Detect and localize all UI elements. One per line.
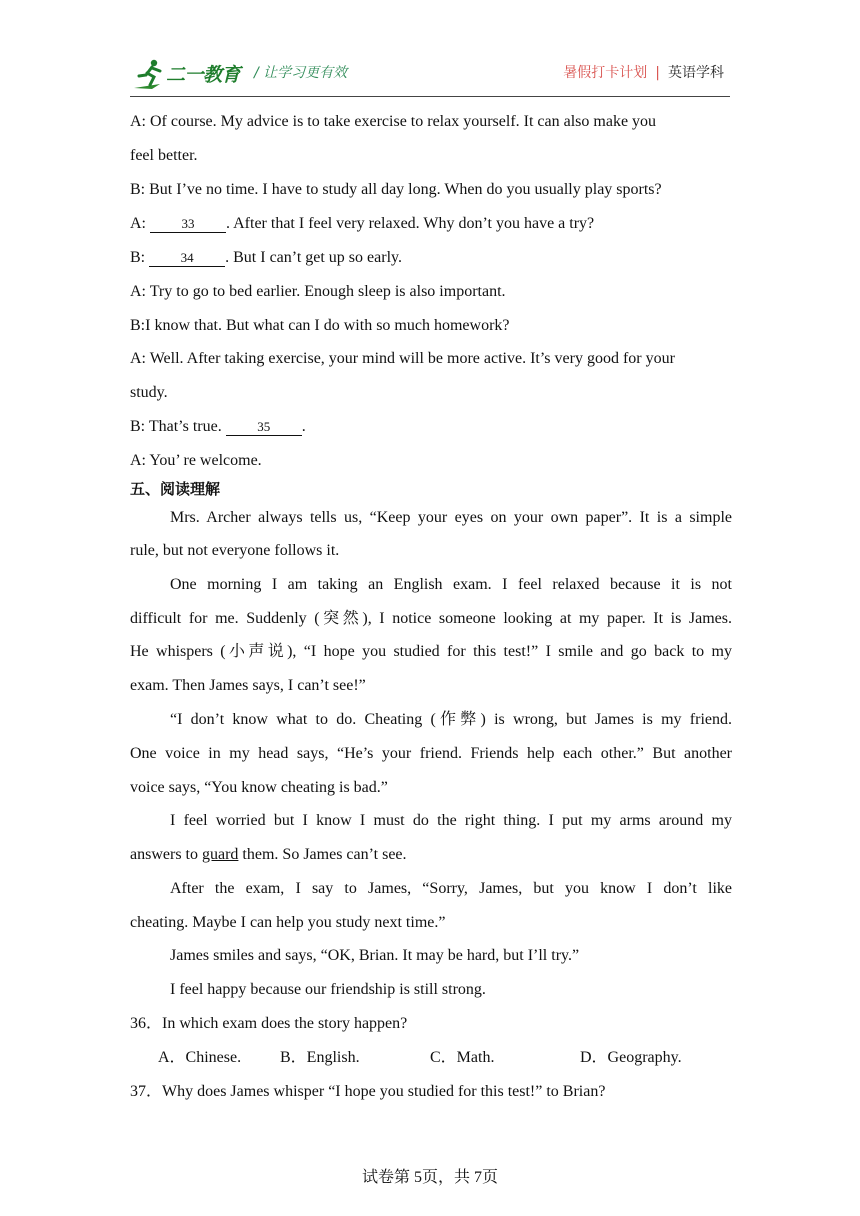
dialogue-line: A: Of course. My advice is to take exercise to relax yourself. It can also make you <box>130 113 657 130</box>
passage-line: One voice in my head says, “He’s your friend. Friends help each other.” But another <box>130 745 732 762</box>
dialogue-line: study. <box>130 384 168 401</box>
header-separator: | <box>655 65 660 81</box>
dialogue-line <box>130 417 306 437</box>
dialogue-line: B: But I’ve no time. I have to study all day long. When do you usually play sports? <box>130 181 662 198</box>
subject-label: 英语学科 <box>668 65 724 81</box>
passage-line: James smiles and says, “OK, Brian. It may be hard, but I’ll try.” <box>170 947 580 964</box>
plan-label: 暑假打卡计划 <box>563 65 648 81</box>
passage-line: I feel worried but I know I must do the right thing. I put my arms around my <box>170 812 732 829</box>
page-header <box>130 52 730 96</box>
passage-line: difficult for me. Suddenly (突然), I notice someone looking at my paper. It is James. <box>130 610 732 627</box>
passage-line: “I don’t know what to do. Cheating (作弊) is wrong, but James is my friend. <box>170 711 732 728</box>
dialogue-line: A: Well. After taking exercise, your mind will be more active. It’s very good for your <box>130 350 675 367</box>
option-a: A．Chinese. <box>158 1049 242 1066</box>
passage-line: cheating. Maybe I can help you study next time.” <box>130 914 446 931</box>
speaker: A: <box>130 215 150 232</box>
underlined-word-guard: guard <box>201 846 239 863</box>
passage-line: He whispers (小声说), “I hope you studied for this test!” I smile and go back to my <box>130 643 732 660</box>
answer-blank-33: 33 <box>150 216 226 233</box>
dialogue-text: . But I can’t get up so early. <box>225 249 402 266</box>
question-36: 36．In which exam does the story happen? <box>130 1015 408 1032</box>
dialogue-text: . <box>301 418 306 435</box>
option-d: D．Geography. <box>580 1049 682 1066</box>
dialogue-line <box>130 214 594 234</box>
dialogue-line: B:I know that. But what can I do with so much homework? <box>130 317 510 334</box>
page-footer: 试卷第 5页，共 7页 <box>361 1169 498 1186</box>
dialogue-line: A: Try to go to bed earlier. Enough sleep is also important. <box>130 283 506 300</box>
answer-blank-35: 35 <box>226 419 302 436</box>
dialogue-text: . After that I feel very relaxed. Why don’t you have a try? <box>226 215 595 232</box>
passage-line: One morning I am taking an English exam. I feel relaxed because it is not <box>170 576 732 593</box>
option-b: B．English. <box>280 1049 360 1066</box>
option-c: C．Math. <box>430 1049 495 1066</box>
passage-line: exam. Then James says, I can’t see!” <box>130 677 366 694</box>
answer-blank-34: 34 <box>149 250 225 267</box>
passage-text: answers to <box>130 846 202 863</box>
dialogue-line <box>130 248 402 268</box>
passage-line: I feel happy because our friendship is still strong. <box>170 981 486 998</box>
section-title: 五、阅读理解 <box>130 480 221 498</box>
speaker: B: That’s true. <box>130 418 226 435</box>
passage-line: rule, but not everyone follows it. <box>130 542 340 559</box>
passage-line: Mrs. Archer always tells us, “Keep your eyes on your own paper”. It is a simple <box>170 509 732 526</box>
slogan: / 让学习更有效 <box>254 65 348 81</box>
dialogue-line: A: You’ re welcome. <box>130 452 262 469</box>
header-rule <box>130 96 730 97</box>
passage-line: voice says, “You know cheating is bad.” <box>130 779 388 796</box>
dialogue-line: feel better. <box>130 147 198 164</box>
speaker: B: <box>130 249 150 266</box>
logo-text: 二一教育 <box>166 64 241 86</box>
passage-line <box>130 845 407 865</box>
question-37: 37．Why does James whisper “I hope you studied for this test!” to Brian? <box>130 1083 606 1100</box>
header-right <box>563 62 724 82</box>
passage-line: After the exam, I say to James, “Sorry, James, but you know I don’t like <box>170 880 732 897</box>
passage-text: them. So James can’t see. <box>238 846 407 863</box>
